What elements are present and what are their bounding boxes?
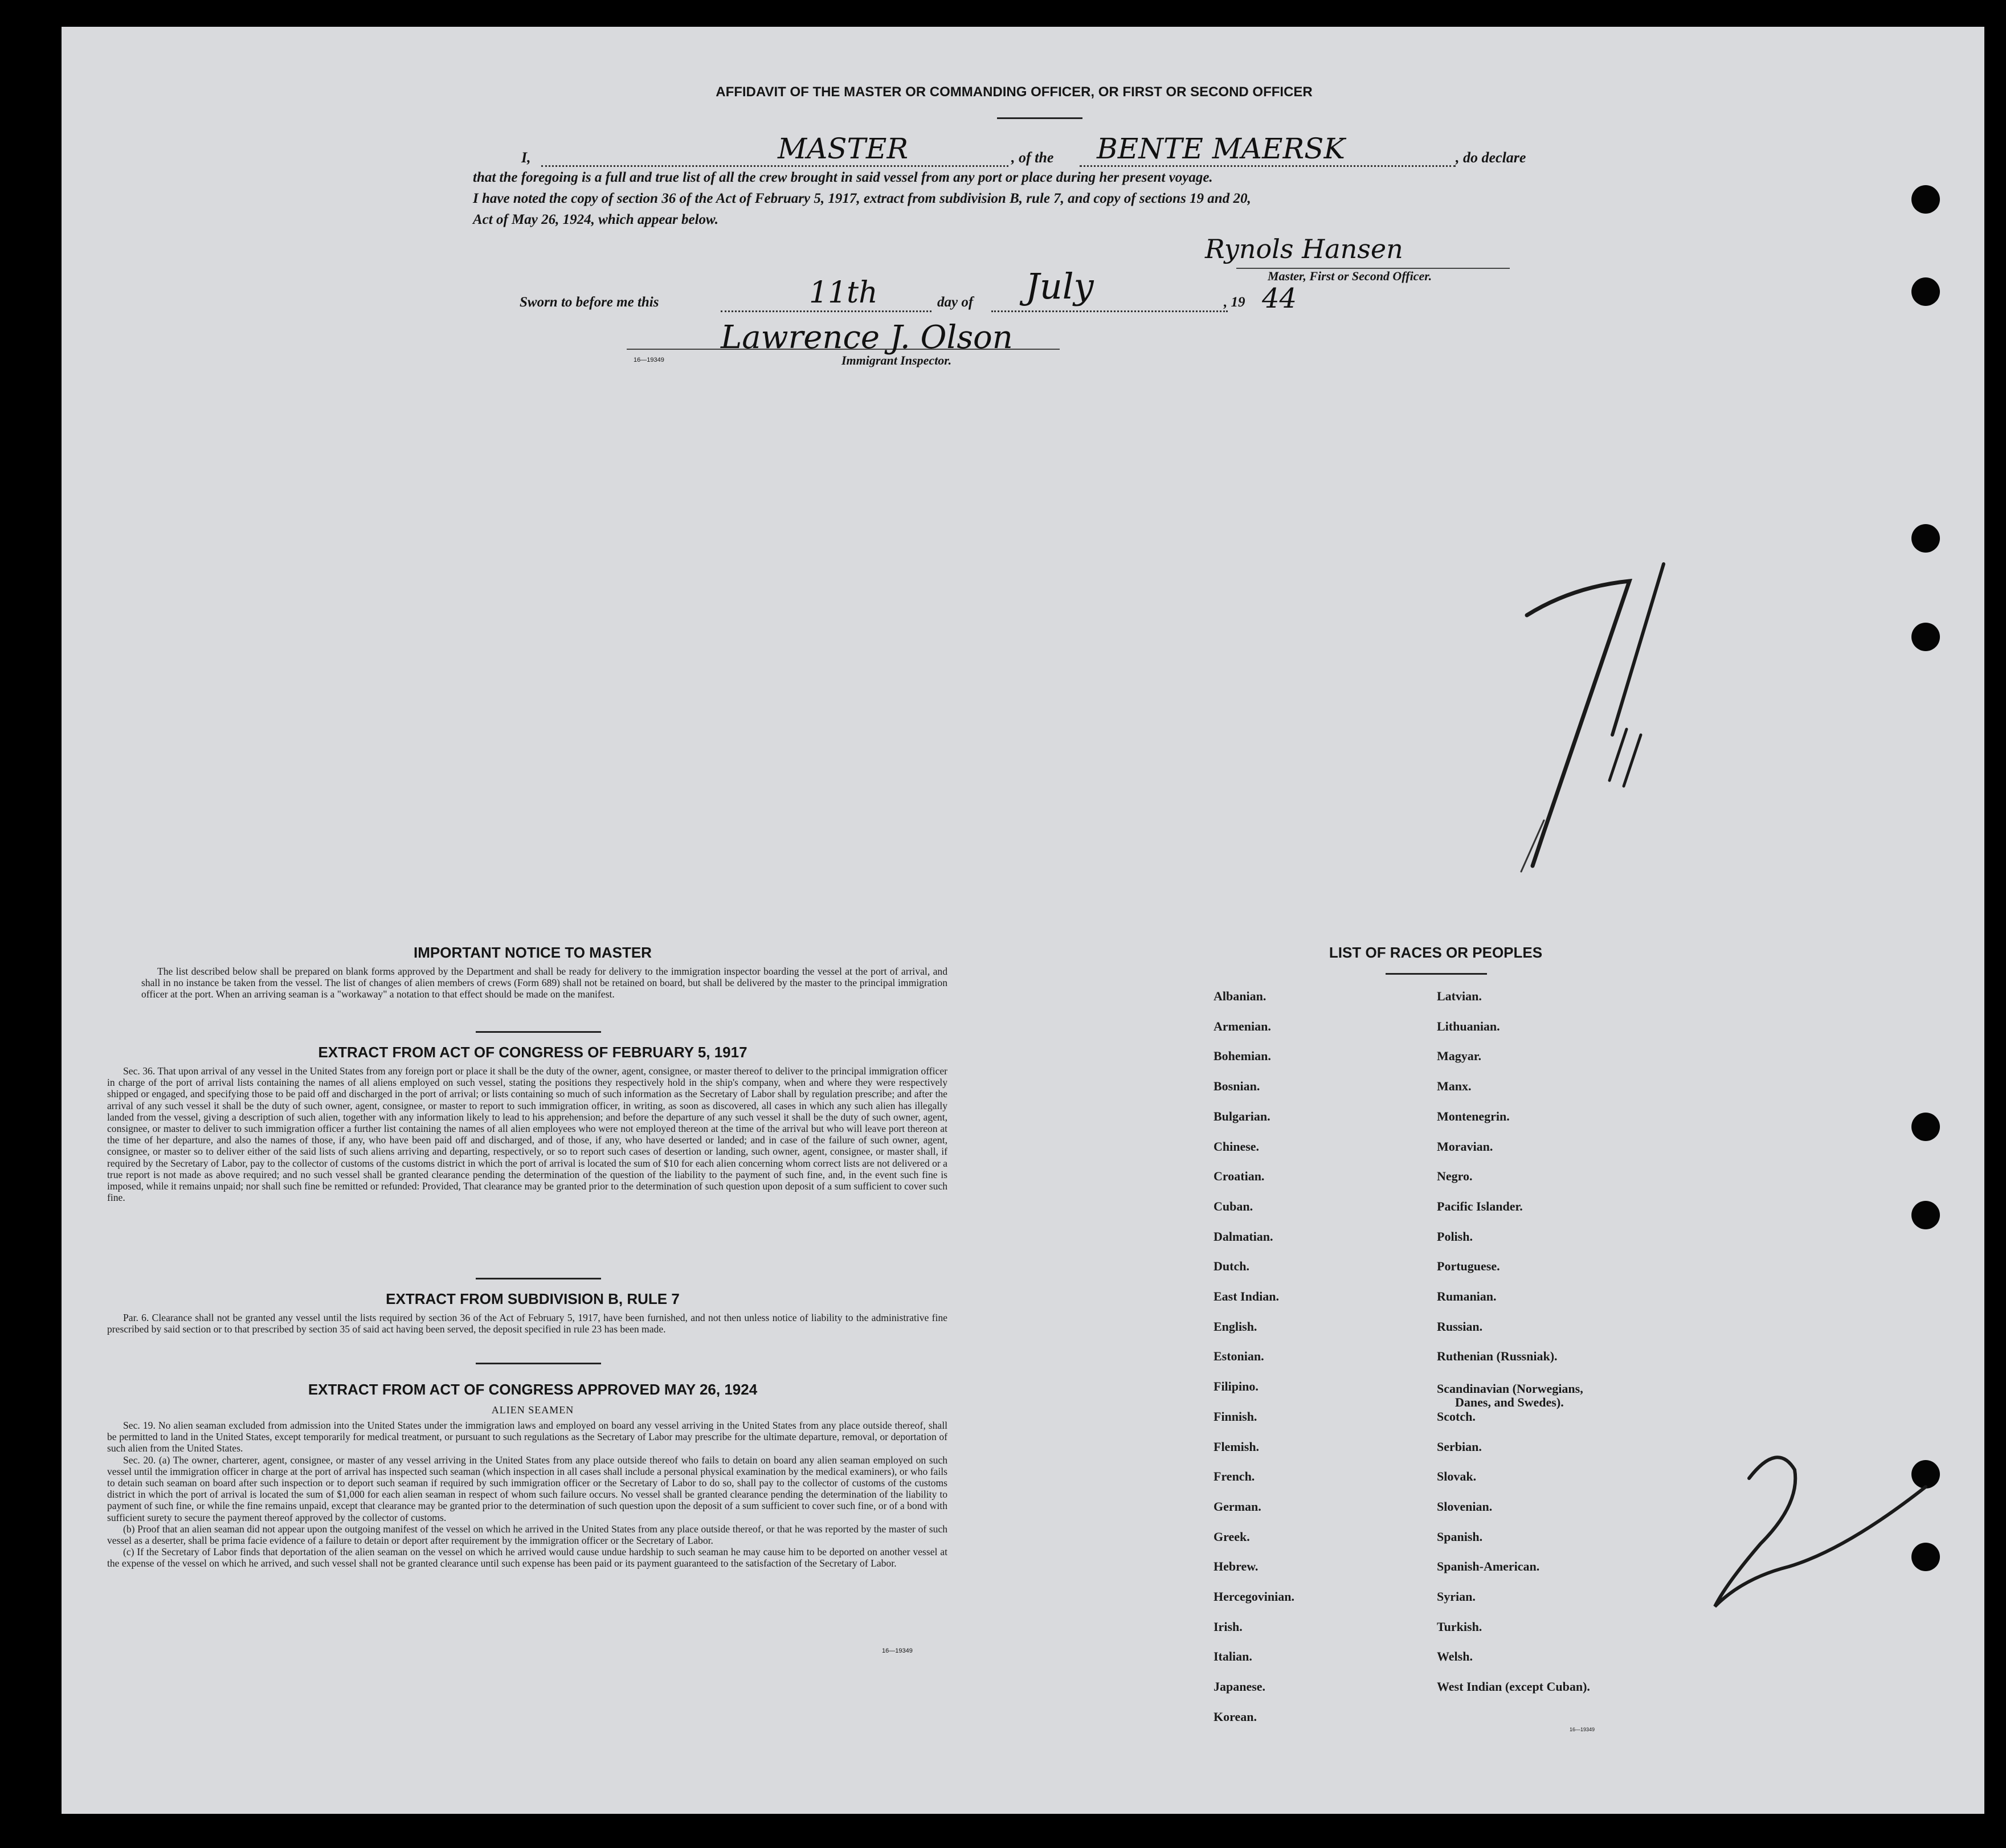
pencil-number-mark (1709, 1436, 1948, 1624)
race-item: Syrian. (1437, 1589, 1476, 1604)
form-code: 16—19349 (634, 357, 664, 363)
race-item: Spanish-American. (1437, 1559, 1540, 1574)
race-item: Armenian. (1214, 1019, 1271, 1033)
month-handwritten: July (1026, 265, 1094, 307)
race-item: Magyar. (1437, 1049, 1482, 1064)
race-item: Estonian. (1214, 1349, 1264, 1364)
affidavit-line-2: that the foregoing is a full and true list of all the crew brought in said vessel from any port or place during her present voyage. (473, 170, 1213, 185)
punch-hole (1911, 1201, 1940, 1229)
pencil-tally-mark (1458, 547, 1698, 889)
rule7-title: EXTRACT FROM SUBDIVISION B, RULE 7 (386, 1290, 680, 1307)
punch-hole (1911, 623, 1940, 651)
race-item: Portuguese. (1437, 1259, 1500, 1274)
punch-hole (1911, 277, 1940, 306)
race-item: Flemish. (1214, 1439, 1260, 1454)
do-declare-label: , do declare (1456, 149, 1526, 166)
race-item: Dutch. (1214, 1259, 1249, 1274)
extract-1924-title: EXTRACT FROM ACT OF CONGRESS APPROVED MAY 26, 1924 (308, 1381, 758, 1398)
race-item: Dalmatian. (1214, 1229, 1273, 1244)
race-item: Danes, and Swedes). (1455, 1395, 1564, 1410)
race-item: Bosnian. (1214, 1079, 1260, 1094)
affidavit-line-3: I have noted the copy of section 36 of the Act of February 5, 1917, extract from subdivision B, rule 7, and copy of sections 19 and 20, (473, 191, 1251, 206)
year-handwritten: 44 (1262, 283, 1297, 314)
race-item: Lithuanian. (1437, 1019, 1500, 1033)
rank-field-line (541, 165, 1008, 167)
race-item: Filipino. (1214, 1379, 1259, 1394)
race-item: Rumanian. (1437, 1289, 1497, 1303)
year-prefix: , 19 (1224, 295, 1245, 310)
officer-signature: Rynols Hansen (1205, 234, 1403, 264)
race-item: Scotch. (1437, 1409, 1476, 1424)
day-handwritten: 11th (809, 276, 878, 310)
race-item: Polish. (1437, 1229, 1473, 1244)
race-item: Slovenian. (1437, 1499, 1493, 1514)
officer-caption: Master, First or Second Officer. (1268, 269, 1432, 283)
race-item: Pacific Islander. (1437, 1199, 1523, 1213)
race-item: Scandinavian (Norwegians, (1437, 1381, 1583, 1396)
punch-hole (1911, 185, 1940, 214)
notice-title: IMPORTANT NOTICE TO MASTER (414, 944, 652, 961)
race-item: English. (1214, 1319, 1257, 1334)
race-item: Greek. (1214, 1529, 1250, 1544)
divider (1386, 973, 1487, 975)
race-item: Spanish. (1437, 1529, 1483, 1544)
race-item: Hebrew. (1214, 1559, 1259, 1574)
race-item: Manx. (1437, 1079, 1472, 1094)
race-item: Japanese. (1214, 1679, 1266, 1694)
race-item: Italian. (1214, 1649, 1252, 1664)
races-title: LIST OF RACES OR PEOPLES (1329, 944, 1543, 961)
divider (476, 1278, 601, 1279)
race-item: Cuban. (1214, 1199, 1253, 1213)
race-item: Korean. (1214, 1709, 1257, 1724)
race-item: Irish. (1214, 1619, 1243, 1634)
race-item: Moravian. (1437, 1139, 1493, 1154)
race-item: Negro. (1437, 1169, 1473, 1184)
rule7-text: Par. 6. Clearance shall not be granted any vessel until the lists required by section 36 of the Act of February 5, 1917, have been furnished, and not then unless notice of liability to the administrative fine prescribed by said section or to that prescribed by section 35 of said act having been served, the deposit specified in rule 23 has been made. (107, 1312, 947, 1335)
vessel-name-handwritten: BENTE MAERSK (1097, 132, 1345, 165)
day-field-line (721, 310, 931, 312)
race-item: Croatian. (1214, 1169, 1265, 1184)
race-item: Hercegovinian. (1214, 1589, 1294, 1604)
punch-hole (1911, 1113, 1940, 1141)
race-item: Serbian. (1437, 1439, 1482, 1454)
race-item: Bohemian. (1214, 1049, 1271, 1064)
race-item: Turkish. (1437, 1619, 1482, 1634)
extract-1924-text: Sec. 19. No alien seaman excluded from admission into the United States under the immigration laws and employed on board any vessel arriving in the United States from any place outside thereof, shall be permitted to land in the United States, except temporarily for medical treatment, or pursuant to such regulations as the Secretary of Labor may prescribe for the ultimate departure, removal, or deportation of such alien from the United States. Sec. 20. (a) The owner, charterer, agent, consignee, or master of any vessel arriving in the United States from any place outside thereof who fails to detain on board any alien seaman employed on such vessel until the immigration officer in charge at the port of arrival has inspected such seaman (which inspection in all cases shall include a personal physical examination by the medical examiners), or who fails to detain such seaman on board after such inspection or to deport such seaman if required by such immigration officer or the Secretary of Labor to do so, shall pay to the collector of customs of the customs district in which the port of arrival is located the sum of $1,000 for each alien seaman in respect of whom such failure occurs. No vessel shall be granted clearance pending the determination of the liability to payment of such fine, or while the fine remains unpaid, except that clearance may be granted prior to the determination of such question upon the deposit of a sum sufficient to cover such fine, or of a bond with sufficient surety to secure the payment thereof approved by the collector of customs. (b) Proof that an alien seaman did not appear upon the outgoing manifest of the vessel on which he arrived in the United States from any place outside thereof, or that he was reported by the master of such vessel as a deserter, shall be prima facie evidence of a failure to detain or deport after requirement by the immigration officer or the Secretary of Labor. (c) If the Secretary of Labor finds that deportation of the alien seaman on the vessel on which he arrived would cause undue hardship to such seaman he may cause him to be deported on another vessel at the expense of the vessel on which he arrived, and such vessel shall not be granted clearance until such expense has been paid or its payment guaranteed to the satisfaction of the Secretary of Labor. (107, 1420, 947, 1569)
month-field-line (991, 310, 1228, 312)
vessel-field-line (1080, 165, 1456, 167)
affidavit-line-4: Act of May 26, 1924, which appear below. (473, 212, 719, 227)
race-item: Bulgarian. (1214, 1109, 1270, 1123)
extract-1917-title: EXTRACT FROM ACT OF CONGRESS OF FEBRUARY 5, 1917 (318, 1044, 747, 1061)
inspector-caption: Immigrant Inspector. (841, 353, 952, 367)
extract-1917-text: Sec. 36. That upon arrival of any vessel in the United States from any foreign port or place it shall be the duty of the owner, agent, consignee, or master thereof to deliver to the principal immigration officer in charge of the port of arrival lists containing the names of all aliens employed on such vessel, stating the positions they respectively hold in the ship's company, when and where they were respectively shipped or engaged, and specifying those to be paid off and discharged in the port of arrival; or lists containing so much of such information as the Secretary of Labor shall by regulation prescribe; and after the arrival of any such vessel it shall be the duty of such owner, agent, consignee, or master to report to such immigration officer, in writing, as soon as discovered, all cases in which any such alien has illegally landed from the vessel, giving a description of such alien, together with any information likely to lead to his apprehension; and before the departure of any such vessel it shall be the duty of such owner, agent, consignee, or master to deliver to such immigration officer a further list containing the names of all alien employees who were not employed thereon at the time of the arrival but who will leave port thereon at the time of her departure, and also the names of those, if any, who have been paid off and discharged, and of those, if any, who have deserted or landed; and in case of the failure of such owner, agent, consignee, or master so to deliver either of the said lists of such aliens arriving and departing, respectively, or so to report such cases of desertion or landing, such owner, agent, consignee, or master shall, if required by the Secretary of Labor, pay to the collector of customs of the customs district in which the port of arrival is located the sum of $10 for each alien concerning whom correct lists are not delivered or a true report is not made as above required; and no such vessel shall be granted clearance pending the determination of the question of the liability to the payment of such fine, and, in the event such fine is imposed, while it remains unpaid; nor shall such fine be remitted or refunded: Provided, That clearance may be granted prior to the determination of such question upon deposit of a sum sufficient to cover such fine. (107, 1065, 947, 1204)
form-code: 16—19349 (882, 1647, 913, 1654)
punch-hole (1911, 524, 1940, 553)
race-item: Montenegrin. (1437, 1109, 1510, 1123)
race-item: French. (1214, 1469, 1255, 1484)
divider (476, 1363, 601, 1364)
race-item: Finnish. (1214, 1409, 1257, 1424)
form-code: 16—19349 (1570, 1727, 1595, 1732)
race-item: Latvian. (1437, 989, 1482, 1003)
divider (476, 1031, 601, 1033)
affidavit-title: AFFIDAVIT OF THE MASTER OR COMMANDING OFFICER, OR FIRST OR SECOND OFFICER (716, 84, 1313, 100)
race-item: East Indian. (1214, 1289, 1279, 1303)
race-item: German. (1214, 1499, 1261, 1514)
race-item: Russian. (1437, 1319, 1483, 1334)
inspector-signature: Lawrence J. Olson (721, 319, 1013, 356)
alien-seamen-subtitle: ALIEN SEAMEN (491, 1404, 574, 1416)
day-of-label: day of (937, 295, 974, 310)
race-item: Slovak. (1437, 1469, 1477, 1484)
race-item: West Indian (except Cuban). (1437, 1679, 1590, 1694)
rank-handwritten: MASTER (778, 132, 909, 165)
of-the-label: , of the (1011, 149, 1054, 166)
race-item: Albanian. (1214, 989, 1266, 1003)
notice-text: The list described below shall be prepared on blank forms approved by the Department and shall be ready for delivery to the immigration inspector boarding the vessel at the port of arrival, and shall in no instance be taken from the vessel. The list of changes of alien members of crews (Form 689) shall not be retained on board, but shall be delivered by the master to the principal immigration officer at the port. When an arriving seaman is a "workaway" a notation to that effect should be made on the manifest. (141, 966, 947, 1000)
race-item: Ruthenian (Russniak). (1437, 1349, 1558, 1364)
race-item: Chinese. (1214, 1139, 1260, 1154)
sworn-label: Sworn to before me this (520, 295, 659, 310)
divider (997, 117, 1082, 119)
race-item: Welsh. (1437, 1649, 1473, 1664)
affidavit-i-label: I, (521, 149, 531, 166)
